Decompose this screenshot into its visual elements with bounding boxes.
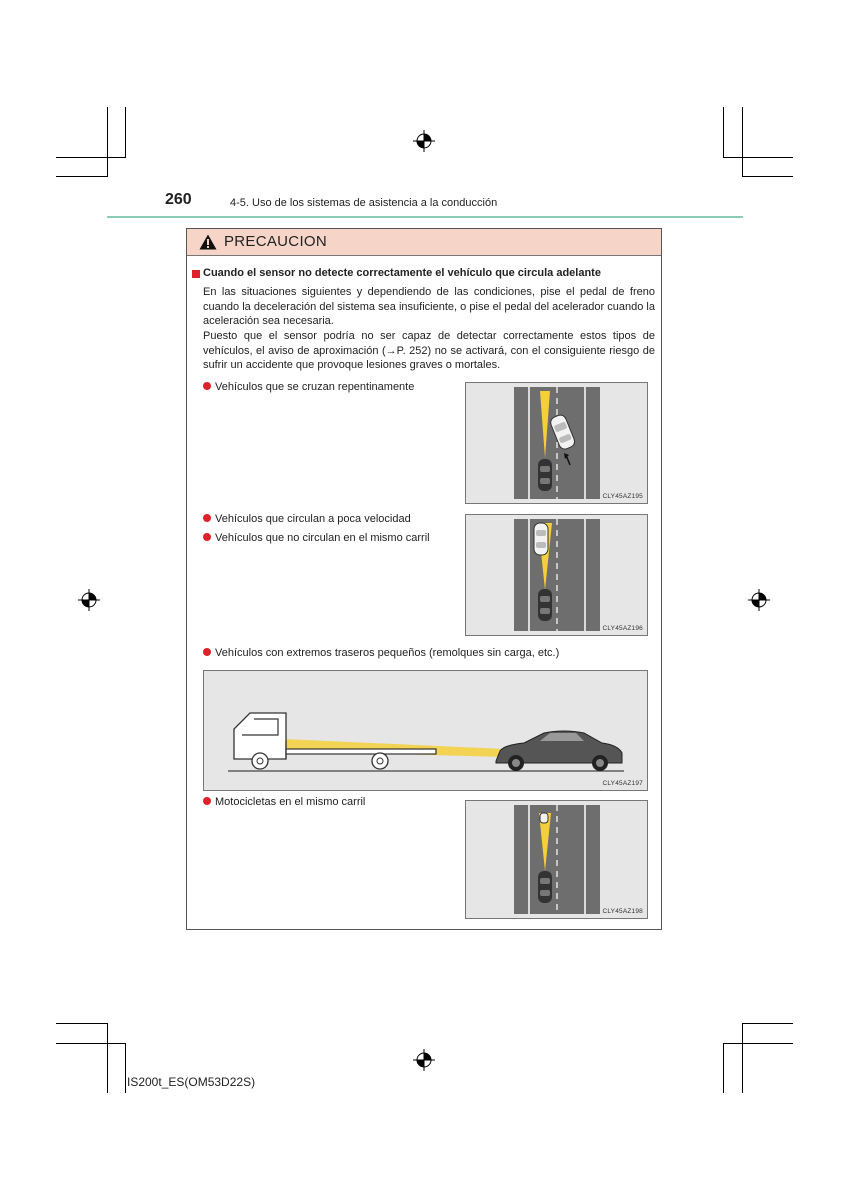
illustration-crossing-vehicle <box>465 382 648 504</box>
crop-mark <box>742 1023 743 1093</box>
registration-mark-icon <box>413 130 435 152</box>
crop-mark <box>56 176 107 177</box>
page-number: 260 <box>165 191 192 208</box>
list-item: Vehículos con extremos traseros pequeños (remolques sin carga, etc.) <box>203 647 559 659</box>
bullet-icon <box>203 514 211 522</box>
crop-mark <box>742 107 743 177</box>
caution-title: PRECAUCION <box>224 233 328 250</box>
list-item: Vehículos que circulan a poca velocidad <box>203 513 411 525</box>
crop-mark <box>56 157 126 158</box>
crop-mark <box>723 157 793 158</box>
caution-box <box>186 228 662 930</box>
crop-mark <box>107 107 108 177</box>
illustration-slow-vehicle <box>465 514 648 636</box>
header-rule <box>107 216 743 218</box>
caution-paragraph: En las situaciones siguientes y dependiendo de las condiciones, pise el pedal de freno cuando la deceleración del sistema sea insuficiente, o pise el pedal del acelerador cuando la aceleración sea necesaria. <box>203 286 655 327</box>
figure-code: CLY45AZ197 <box>602 780 643 787</box>
figure-code: CLY45AZ196 <box>602 625 643 632</box>
list-item: Motocicletas en el mismo carril <box>203 796 365 808</box>
caution-header <box>187 229 661 256</box>
caution-paragraph: Puesto que el sensor podría no ser capaz de detectar correctamente estos tipos de vehículos, el aviso de aproximación (→P. 252) no se activará, con el consiguiente riesgo de sufrir un accidente que provoque lesiones graves o mortales. <box>203 330 655 371</box>
crop-mark <box>723 1043 724 1093</box>
list-item: Vehículos que se cruzan repentinamente <box>203 381 414 393</box>
crop-mark <box>723 1043 793 1044</box>
illustration-motorcycle <box>465 800 648 919</box>
caution-lead: Cuando el sensor no detecte correctamente el vehículo que circula adelante <box>203 267 601 279</box>
registration-mark-icon <box>748 589 770 611</box>
figure-code: CLY45AZ195 <box>602 493 643 500</box>
document-code: IS200t_ES(OM53D22S) <box>127 1075 256 1089</box>
bullet-icon <box>203 533 211 541</box>
registration-mark-icon <box>413 1049 435 1071</box>
crop-mark <box>107 1023 108 1093</box>
crop-mark <box>723 107 724 157</box>
registration-mark-icon <box>78 589 100 611</box>
crop-mark <box>56 1043 126 1044</box>
crop-mark <box>56 1023 107 1024</box>
square-bullet-icon <box>192 270 200 278</box>
list-item: Vehículos que no circulan en el mismo carril <box>203 532 430 544</box>
crop-mark <box>125 1043 126 1093</box>
bullet-icon <box>203 797 211 805</box>
crop-mark <box>125 107 126 157</box>
section-title: 4-5. Uso de los sistemas de asistencia a la conducción <box>230 197 498 209</box>
bullet-icon <box>203 648 211 656</box>
figure-code: CLY45AZ198 <box>602 908 643 915</box>
illustration-small-rear-truck <box>203 670 648 791</box>
warning-triangle-icon <box>199 234 217 250</box>
crop-mark <box>742 1023 793 1024</box>
crop-mark <box>742 176 793 177</box>
bullet-icon <box>203 382 211 390</box>
